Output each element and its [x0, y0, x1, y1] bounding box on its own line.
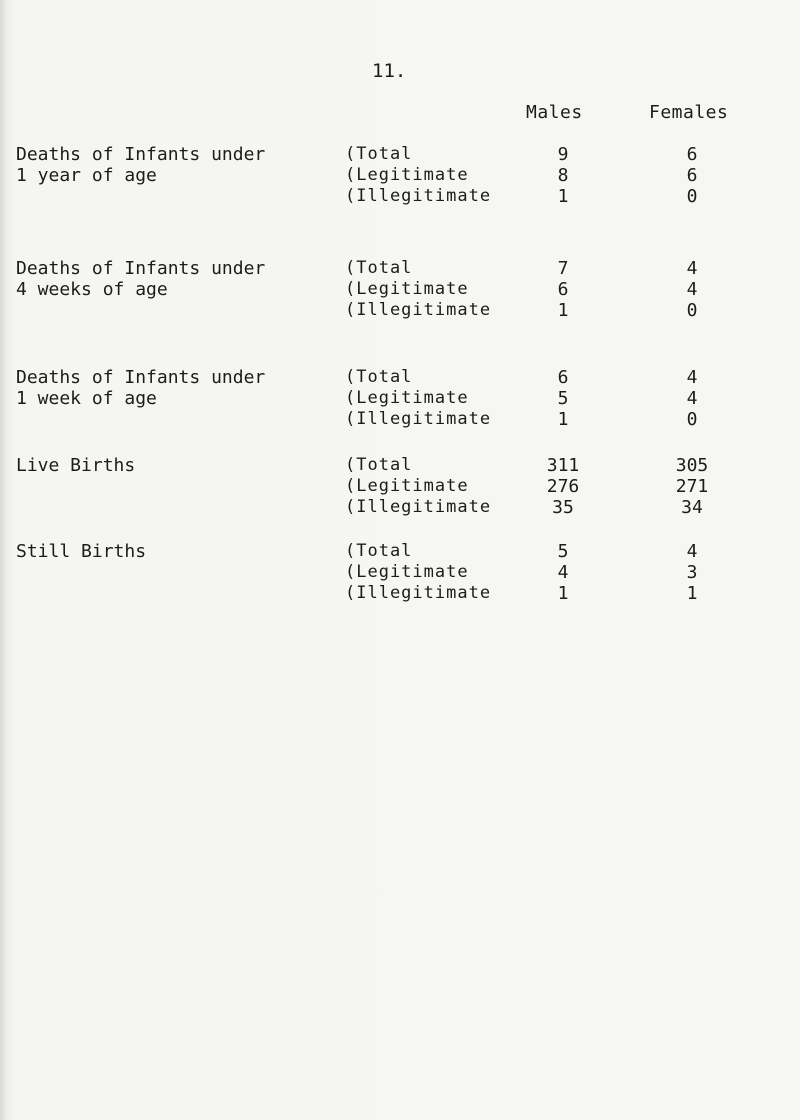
group-title-line1: Deaths of Infants under: [16, 367, 266, 388]
row-label-legitimate: (Legitimate: [345, 388, 469, 408]
females-total: 305: [675, 455, 709, 476]
page-number: 11.: [372, 60, 407, 82]
row-label-total: (Total: [345, 541, 413, 561]
females-legitimate: 6: [686, 165, 698, 186]
males-total: 9: [557, 144, 569, 165]
males-illegitimate: 35: [552, 497, 574, 518]
stats-group-still-births: [0, 541, 800, 631]
males-total: 311: [546, 455, 580, 476]
females-illegitimate: 0: [686, 186, 698, 207]
row-label-illegitimate: (Illegitimate: [345, 497, 492, 517]
females-legitimate: 4: [686, 388, 698, 409]
males-legitimate: 4: [557, 562, 569, 583]
row-label-total: (Total: [345, 258, 413, 278]
group-title-line1: Live Births: [16, 455, 136, 476]
males-illegitimate: 1: [557, 186, 569, 207]
group-title: [16, 367, 316, 409]
row-label-illegitimate: (Illegitimate: [345, 186, 492, 206]
males-total: 7: [557, 258, 569, 279]
row-label-total: (Total: [345, 144, 413, 164]
group-title-line1: Deaths of Infants under: [16, 258, 266, 279]
row-label-illegitimate: (Illegitimate: [345, 300, 492, 320]
stats-group-live-births: [0, 455, 800, 545]
column-header-males: Males: [526, 102, 583, 123]
row-label-legitimate: (Legitimate: [345, 165, 469, 185]
females-legitimate: 271: [675, 476, 709, 497]
females-illegitimate: 1: [686, 583, 698, 604]
males-total: 6: [557, 367, 569, 388]
group-title: [16, 541, 316, 562]
row-label-legitimate: (Legitimate: [345, 562, 469, 582]
males-legitimate: 276: [546, 476, 580, 497]
females-legitimate: 4: [686, 279, 698, 300]
females-illegitimate: 34: [681, 497, 703, 518]
females-total: 4: [686, 258, 698, 279]
females-total: 6: [686, 144, 698, 165]
males-legitimate: 5: [557, 388, 569, 409]
group-title-line2: 1 week of age: [16, 388, 157, 409]
females-total: 4: [686, 541, 698, 562]
males-legitimate: 6: [557, 279, 569, 300]
males-illegitimate: 1: [557, 583, 569, 604]
group-title-line1: Still Births: [16, 541, 147, 562]
row-label-legitimate: (Legitimate: [345, 476, 469, 496]
group-title-line2: 4 weeks of age: [16, 279, 168, 300]
group-title-line2-text: 1 year of age: [16, 165, 157, 186]
stats-group-infants-under-1-year: [0, 144, 800, 234]
stats-group-infants-under-4-weeks: [0, 258, 800, 348]
females-illegitimate: 0: [686, 409, 698, 430]
group-title: [16, 144, 316, 186]
males-total: 5: [557, 541, 569, 562]
column-header-females: Females: [649, 102, 729, 123]
females-illegitimate: 0: [686, 300, 698, 321]
row-label-total: (Total: [345, 367, 413, 387]
row-label-legitimate: (Legitimate: [345, 279, 469, 299]
males-illegitimate: 1: [557, 409, 569, 430]
group-title-line1: Deaths of Infants under: [16, 144, 266, 165]
group-title: [16, 258, 316, 300]
stats-group-infants-under-1-week: [0, 367, 800, 457]
females-total: 4: [686, 367, 698, 388]
row-label-illegitimate: (Illegitimate: [345, 409, 492, 429]
males-legitimate: 8: [557, 165, 569, 186]
row-label-total: (Total: [345, 455, 413, 475]
group-title: [16, 455, 316, 476]
males-illegitimate: 1: [557, 300, 569, 321]
row-label-illegitimate: (Illegitimate: [345, 583, 492, 603]
group-title-line2: [16, 165, 316, 186]
females-legitimate: 3: [686, 562, 698, 583]
